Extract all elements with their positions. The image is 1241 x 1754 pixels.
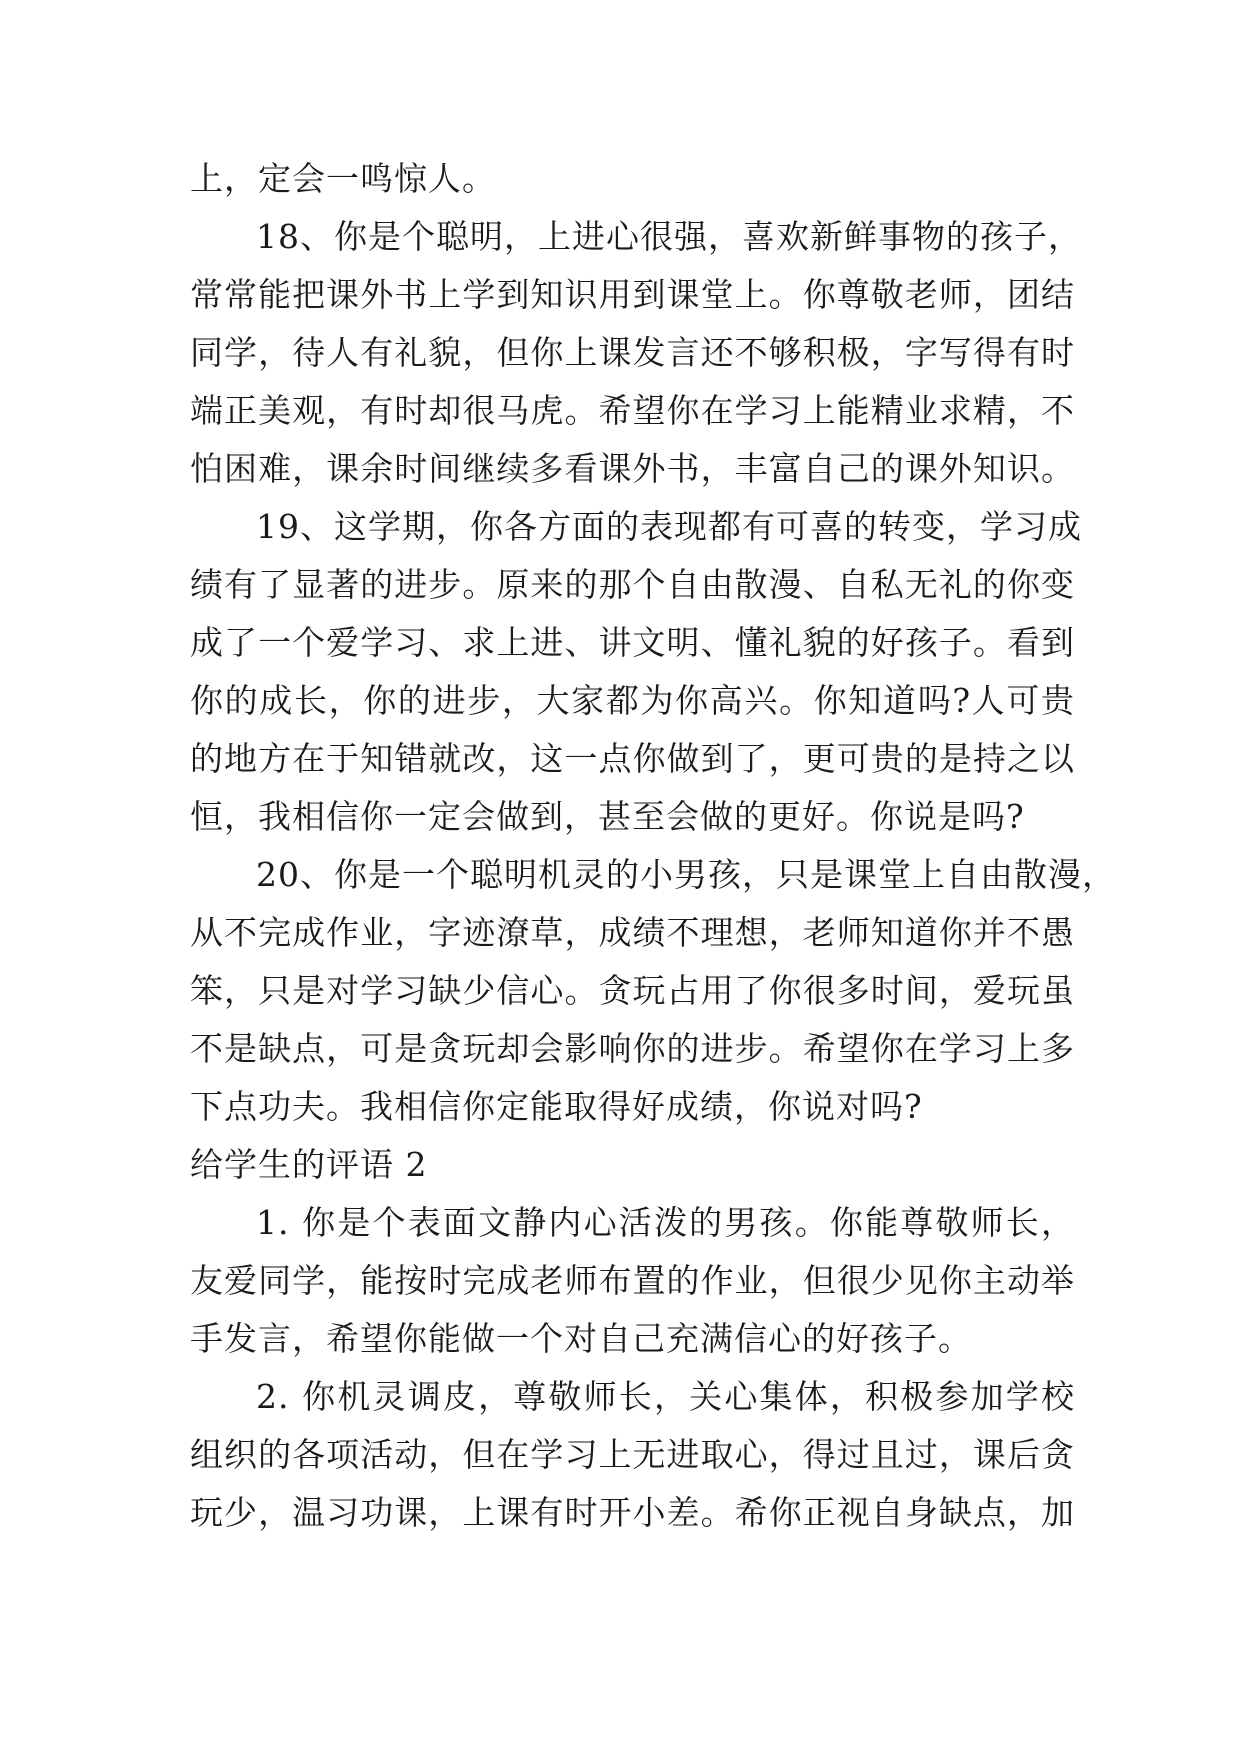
text-line: 手发言，希望你能做一个对自己充满信心的好孩子。 <box>190 1319 972 1358</box>
text-line: 从不完成作业，字迹潦草，成绩不理想，老师知道你并不愚 <box>190 913 1075 952</box>
paragraph-20-start: 20、你是一个聪明机灵的小男孩，只是课堂上自由散漫， <box>256 855 1116 894</box>
text-line: 不是缺点，可是贪玩却会影响你的进步。希望你在学习上多 <box>190 1029 1075 1068</box>
text-line: 玩少，温习功课，上课有时开小差。希你正视自身缺点，加 <box>190 1493 1075 1532</box>
text-line: 下点功夫。我相信你定能取得好成绩，你说对吗? <box>190 1087 923 1126</box>
paragraph-18-start: 18、你是个聪明，上进心很强，喜欢新鲜事物的孩子， <box>256 217 1082 256</box>
text-line: 笨，只是对学习缺少信心。贪玩占用了你很多时间，爱玩虽 <box>190 971 1075 1010</box>
text-line: 端正美观，有时却很马虎。希望你在学习上能精业求精，不 <box>190 391 1075 430</box>
text-line: 同学，待人有礼貌，但你上课发言还不够积极，字写得有时 <box>190 333 1075 372</box>
text-line: 友爱同学，能按时完成老师布置的作业，但很少见你主动举 <box>190 1261 1075 1300</box>
section-heading: 给学生的评语 2 <box>190 1145 428 1184</box>
text-line: 上，定会一鸣惊人。 <box>190 159 496 198</box>
paragraph-1-start: 1. 你是个表面文静内心活泼的男孩。你能尊敬师长， <box>256 1203 1075 1242</box>
text-line: 怕困难，课余时间继续多看课外书，丰富自己的课外知识。 <box>190 449 1075 488</box>
document-page <box>190 150 1116 1542</box>
text-line: 成了一个爱学习、求上进、讲文明、懂礼貌的好孩子。看到 <box>190 623 1075 662</box>
text-line: 的地方在于知错就改，这一点你做到了，更可贵的是持之以 <box>190 739 1075 778</box>
text-line: 恒，我相信你一定会做到，甚至会做的更好。你说是吗? <box>190 797 1025 836</box>
paragraph-19-start: 19、这学期，你各方面的表现都有可喜的转变，学习成 <box>256 507 1082 546</box>
text-line: 绩有了显著的进步。原来的那个自由散漫、自私无礼的你变 <box>190 565 1075 604</box>
paragraph-2-start: 2. 你机灵调皮，尊敬师长，关心集体，积极参加学校 <box>256 1377 1075 1416</box>
text-line: 常常能把课外书上学到知识用到课堂上。你尊敬老师，团结 <box>190 275 1075 314</box>
text-line: 你的成长，你的进步，大家都为你高兴。你知道吗?人可贵 <box>190 681 1075 720</box>
text-line: 组织的各项活动，但在学习上无进取心，得过且过，课后贪 <box>190 1435 1075 1474</box>
